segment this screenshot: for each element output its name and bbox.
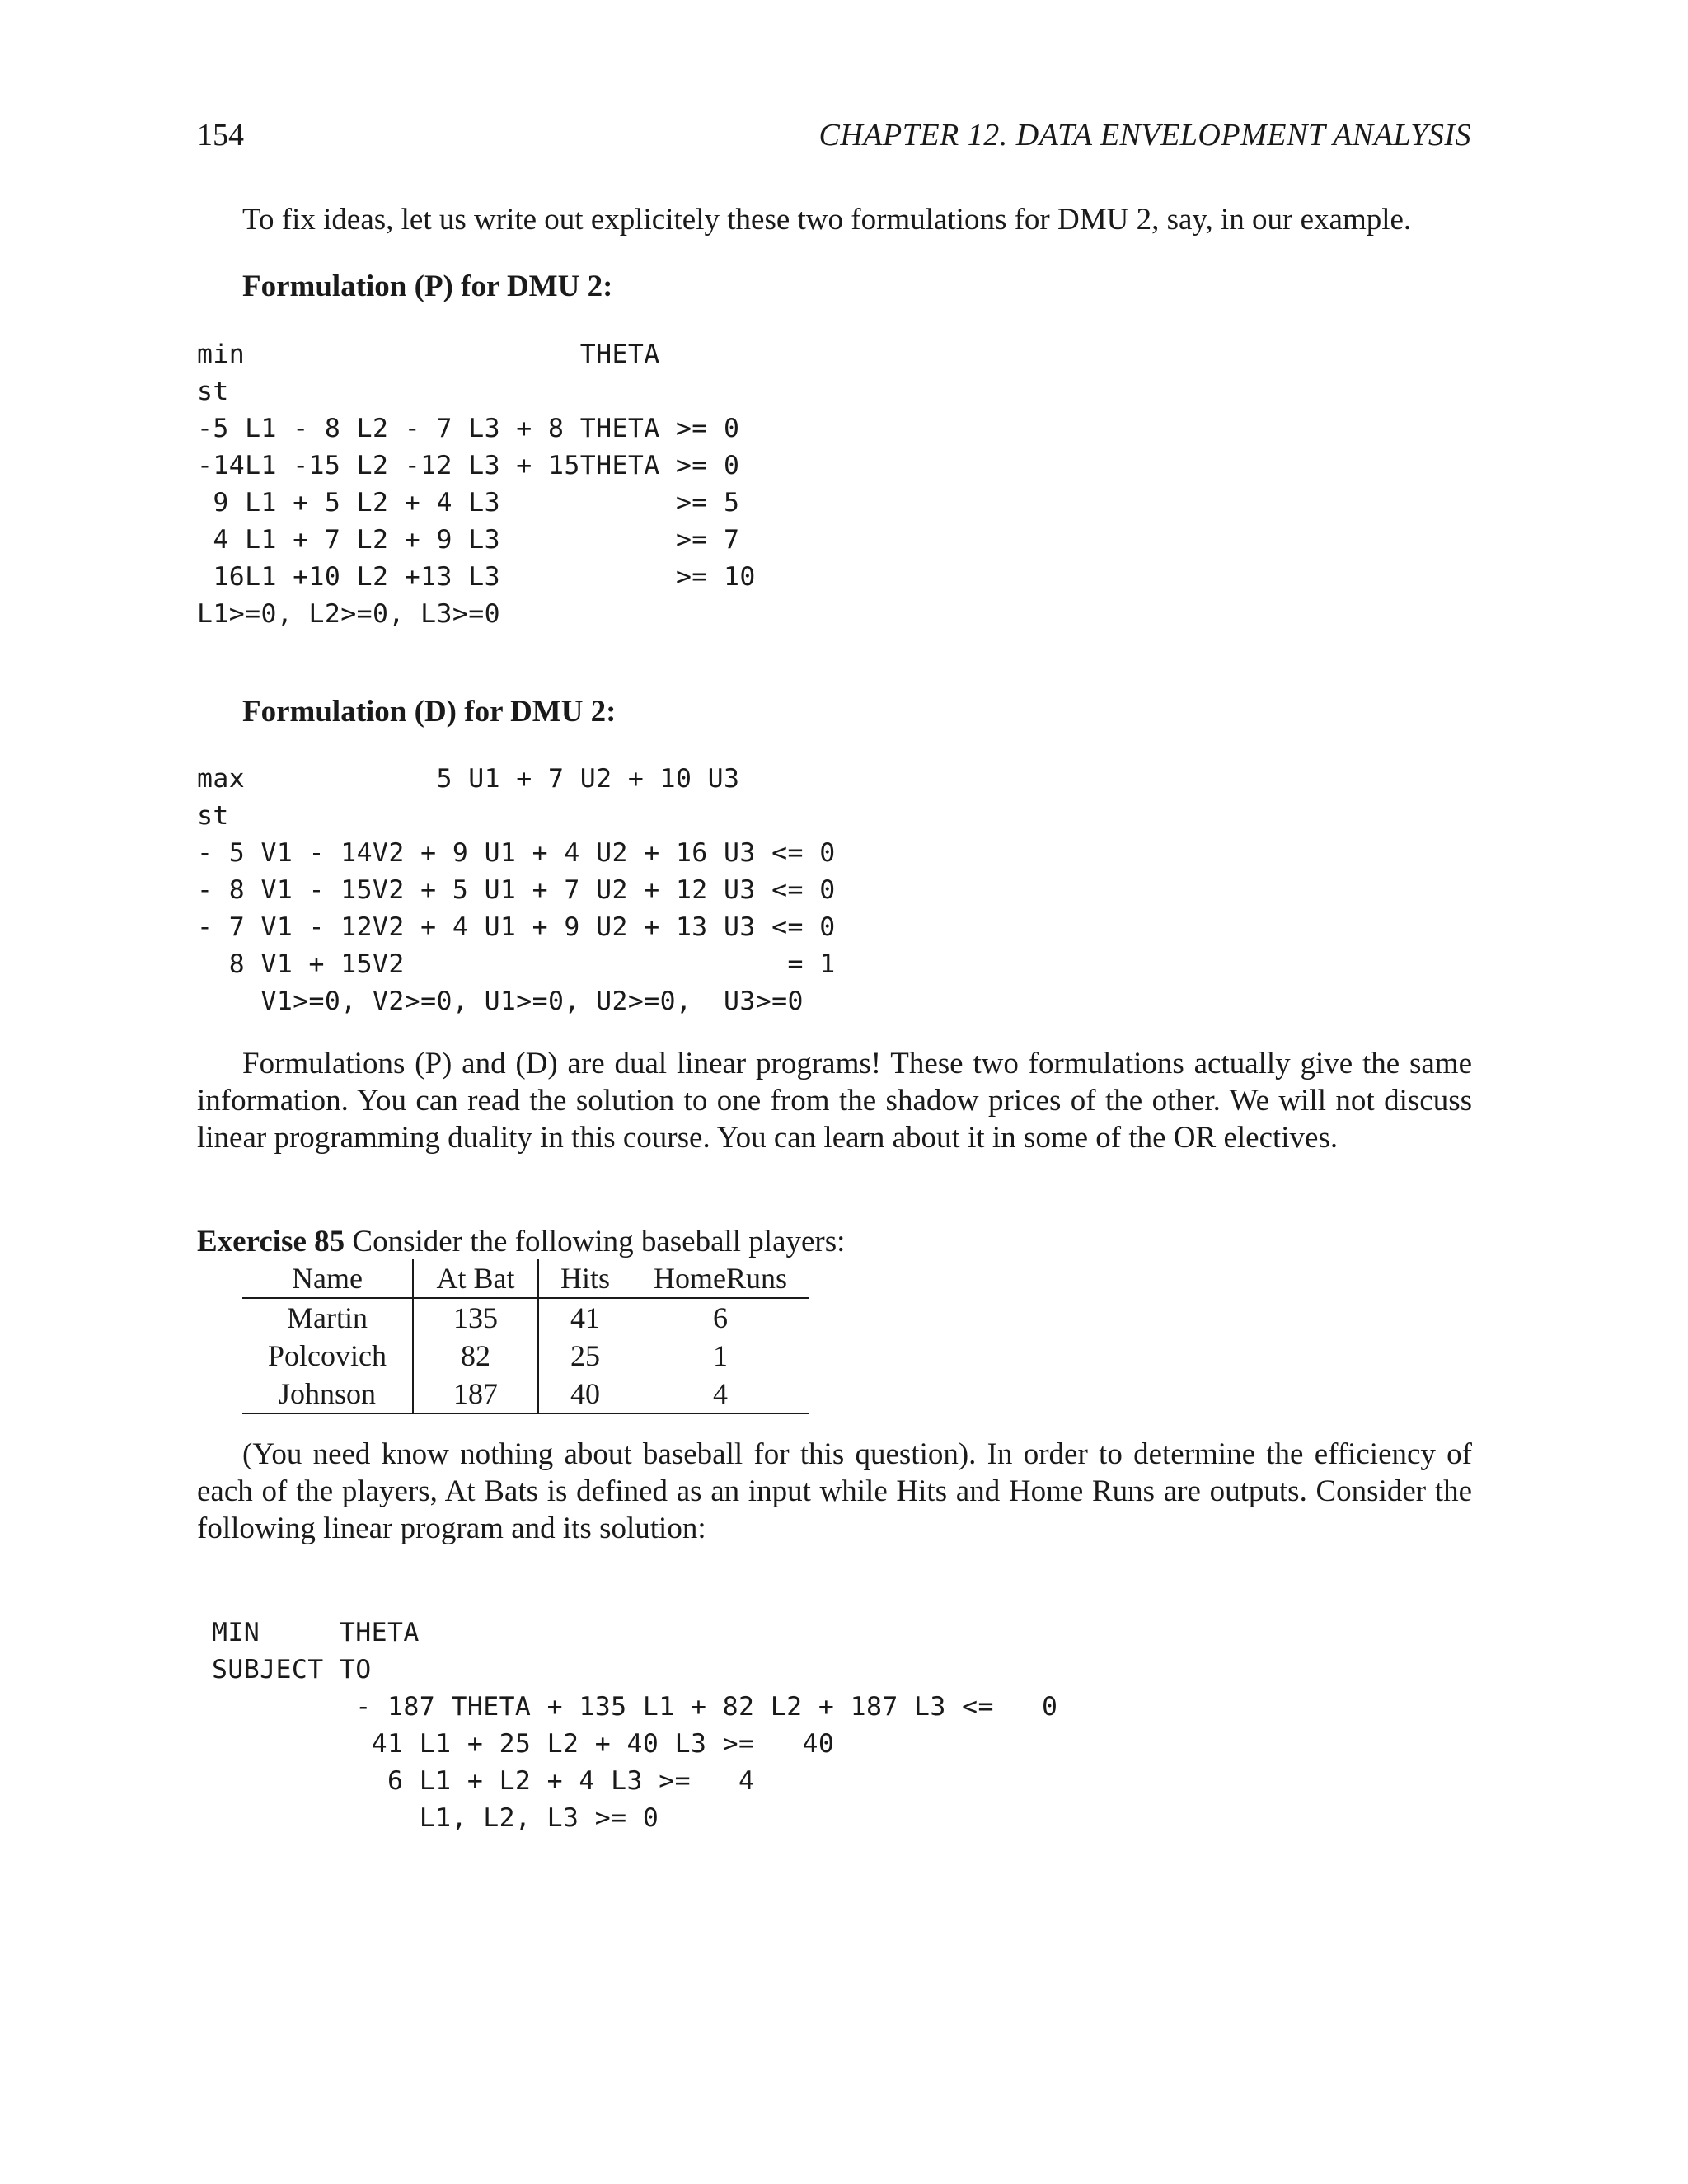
cell-name: Johnson: [242, 1375, 413, 1413]
cell-home-runs: 6: [713, 1301, 728, 1334]
lp-model-code: MIN THETA SUBJECT TO - 187 THETA + 135 L1 + 82 L2 + 187 L3 <= 0 41 L1 + 25 L2 + 40 L3 >= 40 6 L1 + L2 + 4 L3 >= 4 L1, L2, L3 >= 0: [212, 1618, 1058, 1833]
cell-hits: 40: [538, 1375, 631, 1413]
intro-paragraph: To fix ideas, let us write out explicitely these two formulations for DMU 2, say, in our example.: [242, 203, 1412, 237]
cell-at-bat: 187: [413, 1375, 538, 1413]
formulation-d-heading: Formulation (D) for DMU 2:: [242, 695, 617, 729]
duality-paragraph: Formulations (P) and (D) are dual linear programs! These two formulations actually give the same information. You can read the solution to one from the shadow prices of the other. We will not discuss linear programming duality in this course. You can learn about it in some of the OR electives.: [197, 1047, 1472, 1155]
formulation-p-heading: Formulation (P) for DMU 2:: [242, 269, 613, 303]
cell-at-bat: 82: [413, 1337, 538, 1375]
formulation-d-code: max 5 U1 + 7 U2 + 10 U3 st - 5 V1 - 14V2 + 9 U1 + 4 U2 + 16 U3 <= 0 - 8 V1 - 15V2 + 5 U1 + 7 U2 + 12 U3 <= 0 - 7 V1 - 12V2 + 4 U1 + 9 U2 + 13 U3 <= 0 8 V1 + 15V2 = 1 V1>=0, V2>=0, U1>=0, U2>=0, U3>=0: [197, 764, 836, 1016]
cell-home-runs: 1: [713, 1339, 728, 1372]
exercise-statement: [197, 1223, 845, 1260]
formulation-p-code: min THETA st -5 L1 - 8 L2 - 7 L3 + 8 THETA >= 0 -14L1 -15 L2 -12 L3 + 15THETA >= 0 9 L1 + 5 L2 + 4 L3 >= 5 4 L1 + 7 L2 + 9 L3 >= 7 16L1 +10 L2 +13 L3 >= 10 L1>=0, L2>=0, L3>=0: [197, 340, 756, 629]
column-header-name: Name: [242, 1259, 413, 1298]
column-header-hits: Hits: [538, 1259, 631, 1298]
cell-name: Martin: [242, 1298, 413, 1337]
table-row: [242, 1337, 809, 1375]
page-number: 154: [197, 118, 244, 152]
table-row: [242, 1375, 809, 1413]
column-header-at-bat: At Bat: [413, 1259, 538, 1298]
cell-at-bat: 135: [413, 1298, 538, 1337]
cell-hits: 41: [570, 1301, 600, 1334]
table-header-row: [242, 1259, 809, 1298]
column-header-home-runs: HomeRuns: [631, 1259, 809, 1298]
exercise-text: Consider the following baseball players:: [345, 1225, 846, 1258]
running-head: CHAPTER 12. DATA ENVELOPMENT ANALYSIS: [818, 118, 1471, 152]
table-row: [242, 1298, 809, 1337]
players-table: [242, 1259, 809, 1414]
cell-hits: 25: [570, 1339, 600, 1372]
cell-home-runs: 4: [631, 1375, 809, 1413]
exercise-label: Exercise 85: [197, 1225, 345, 1258]
followup-paragraph: (You need know nothing about baseball for this question). In order to determine the efficiency of each of the players, At Bats is defined as an input while Hits and Home Runs are outputs. Consider the following linear program and its solution:: [197, 1437, 1472, 1545]
cell-name: Polcovich: [242, 1337, 413, 1375]
